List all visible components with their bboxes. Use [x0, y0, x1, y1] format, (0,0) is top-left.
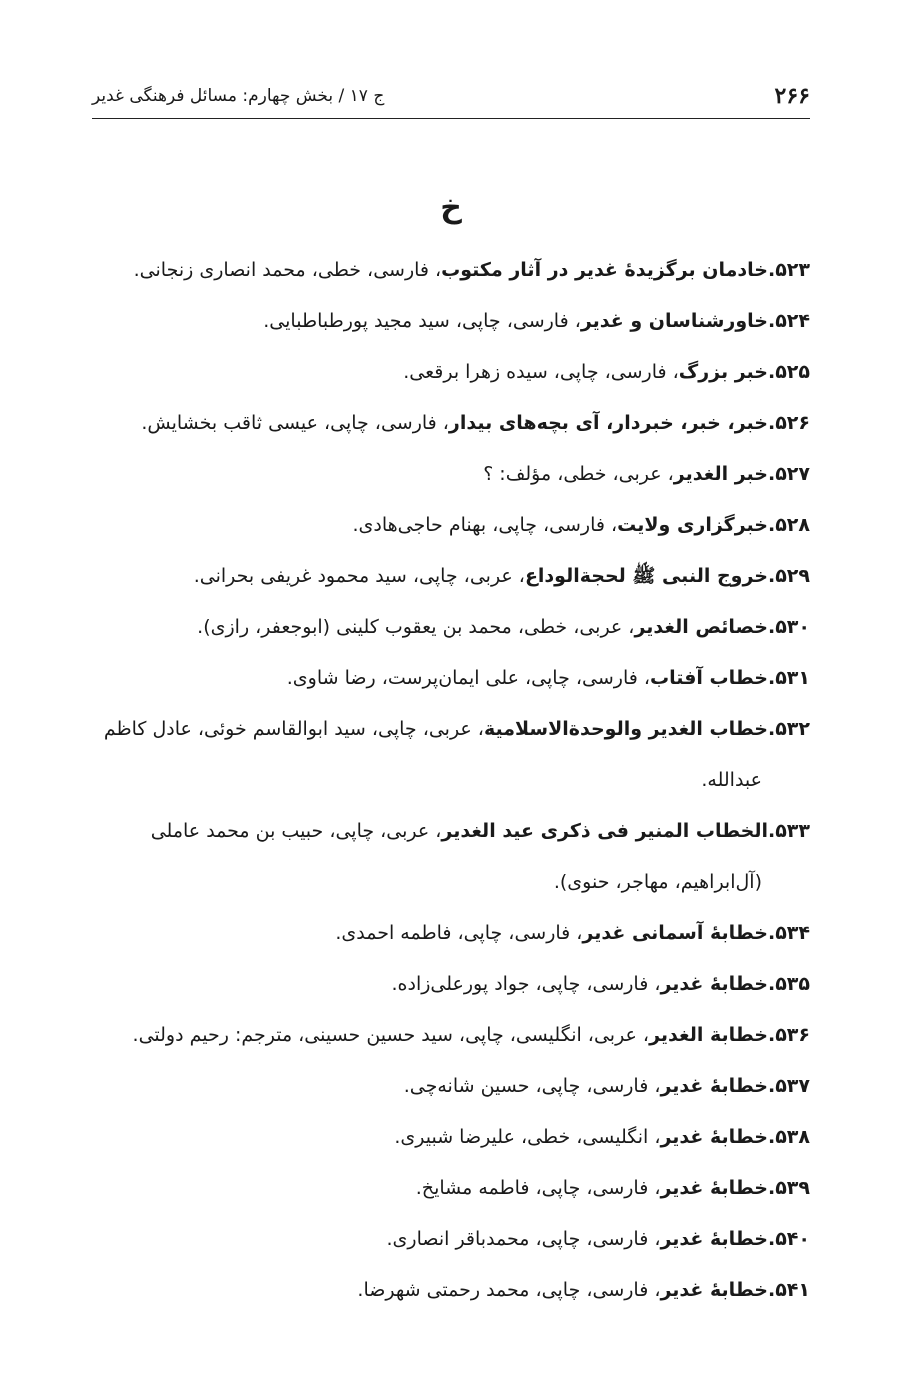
entry-title: خبر الغدیر — [673, 463, 768, 485]
entry-title: خبرگزاری ولایت — [617, 514, 768, 536]
bibliography-entry — [92, 653, 810, 704]
entry-title: خطابهٔ غدیر — [660, 1126, 768, 1148]
entry-details: ، عربی، خطی، مؤلف: ؟ — [483, 463, 674, 485]
entry-number: ۵۳۱. — [767, 667, 810, 689]
bibliography-entry — [92, 1214, 810, 1265]
entry-number: ۵۳۰. — [767, 616, 810, 638]
bibliography-entry — [92, 1010, 810, 1061]
entry-title: خطاب الغدیر والوحدة‌الاسلامیة — [483, 718, 768, 740]
entry-title: خروج النبی ﷺ لحجة‌الوداع — [524, 565, 768, 587]
bibliography-entry — [92, 806, 810, 908]
entry-details: ، فارسی، چاپی، سید مجید پورطباطبایی. — [263, 310, 581, 332]
entry-details: ، فارسی، چاپی، علی ایمان‌پرست، رضا شاوی. — [286, 667, 650, 689]
entry-details: ، عربی، انگلیسی، چاپی، سید حسین حسینی، مترجم: رحیم دولتی. — [132, 1024, 650, 1046]
entry-details: ، فارسی، خطی، محمد انصاری زنجانی. — [133, 259, 442, 281]
entry-details: ، فارسی، چاپی، عیسی ثاقب بخشایش. — [141, 412, 449, 434]
bibliography-entry — [92, 908, 810, 959]
entry-title: خطابهٔ غدیر — [660, 1075, 768, 1097]
entry-number: ۵۲۶. — [767, 412, 810, 434]
bibliography-entry — [92, 1061, 810, 1112]
entry-number: ۵۳۷. — [767, 1075, 810, 1097]
entry-details-continued: (آل‌ابراهیم، مهاجر، حنوی). — [553, 871, 762, 893]
entry-number: ۵۳۸. — [767, 1126, 810, 1148]
bibliography-entry — [92, 398, 810, 449]
entry-details: ، انگلیسی، خطی، علیرضا شبیری. — [394, 1126, 661, 1148]
entry-details: ، عربی، چاپی، حبیب بن محمد عاملی — [150, 820, 442, 842]
entry-title: خطابهٔ غدیر — [660, 1279, 768, 1301]
entry-number: ۵۲۵. — [767, 361, 810, 383]
entry-details: ، فارسی، چاپی، محمدباقر انصاری. — [386, 1228, 661, 1250]
entry-details: ، فارسی، چاپی، فاطمه احمدی. — [335, 922, 583, 944]
bibliography-entry — [92, 1112, 810, 1163]
entry-title: خطابهٔ غدیر — [660, 973, 768, 995]
entry-title: خادمان برگزیدهٔ غدیر در آثار مکتوب — [441, 259, 768, 281]
bibliography-entry — [92, 1163, 810, 1214]
entry-details: ، فارسی، چاپی، جواد پورعلی‌زاده. — [391, 973, 661, 995]
entry-details: ، عربی، چاپی، سید ابوالقاسم خوئی، عادل کاظم — [103, 718, 484, 740]
bibliography-entry — [92, 500, 810, 551]
page-number: ۲۶۶ — [774, 83, 810, 109]
entry-title: خطاب آفتاب — [650, 667, 768, 689]
bibliography-entry — [92, 551, 810, 602]
entry-number: ۵۳۹. — [767, 1177, 810, 1199]
bibliography-entry — [92, 449, 810, 500]
entry-details: ، فارسی، چاپی، فاطمه مشایخ. — [415, 1177, 661, 1199]
entry-details: ، عربی، چاپی، سید محمود غریفی بحرانی. — [193, 565, 525, 587]
entry-number: ۵۲۸. — [767, 514, 810, 536]
entry-number: ۵۳۳. — [767, 820, 810, 842]
entry-title: خطابهٔ آسمانی غدیر — [582, 922, 768, 944]
entry-details: ، عربی، خطی، محمد بن یعقوب کلینی (ابوجعفر، رازی). — [197, 616, 635, 638]
bibliography-entry — [92, 245, 810, 296]
entry-number: ۵۴۰. — [767, 1228, 810, 1250]
entry-number: ۵۲۴. — [767, 310, 810, 332]
entry-details: ، فارسی، چاپی، محمد رحمتی شهرضا. — [357, 1279, 661, 1301]
entry-details: ، فارسی، چاپی، بهنام حاجی‌هادی. — [352, 514, 618, 536]
entry-number: ۵۳۲. — [767, 718, 810, 740]
entry-number: ۵۲۹. — [767, 565, 810, 587]
entry-number: ۵۴۱. — [767, 1279, 810, 1301]
section-letter-heading: خ — [440, 190, 462, 225]
entry-details: ، فارسی، چاپی، سیده زهرا برقعی. — [403, 361, 679, 383]
running-header — [92, 74, 810, 119]
entry-details-continued: عبدالله. — [701, 769, 762, 791]
bibliography-entry — [92, 704, 810, 806]
book-page — [92, 0, 810, 1390]
entry-title: خبر، خبر، خبردار، آی بچه‌های بیدار — [448, 412, 768, 434]
bibliography-entry — [92, 1265, 810, 1316]
entry-details: ، فارسی، چاپی، حسین شانه‌چی. — [403, 1075, 661, 1097]
entry-title: خبر بزرگ — [678, 361, 768, 383]
bibliography-list — [92, 245, 810, 1316]
entry-title: خطابة الغدیر — [649, 1024, 768, 1046]
entry-title: خطابهٔ غدیر — [660, 1228, 768, 1250]
entry-title: الخطاب المنیر فی ذکری عید الغدیر — [441, 820, 768, 842]
entry-number: ۵۳۵. — [767, 973, 810, 995]
entry-number: ۵۲۳. — [767, 259, 810, 281]
entry-title: خاورشناسان و غدیر — [580, 310, 768, 332]
entry-number: ۵۲۷. — [767, 463, 810, 485]
bibliography-entry — [92, 959, 810, 1010]
entry-title: خصائص الغدیر — [634, 616, 768, 638]
bibliography-entry — [92, 602, 810, 653]
bibliography-entry — [92, 296, 810, 347]
entry-number: ۵۳۶. — [767, 1024, 810, 1046]
entry-title: خطابهٔ غدیر — [660, 1177, 768, 1199]
entry-number: ۵۳۴. — [767, 922, 810, 944]
running-header-title: ج ۱۷ / بخش چهارم: مسائل فرهنگی غدیر — [92, 86, 385, 106]
bibliography-entry — [92, 347, 810, 398]
